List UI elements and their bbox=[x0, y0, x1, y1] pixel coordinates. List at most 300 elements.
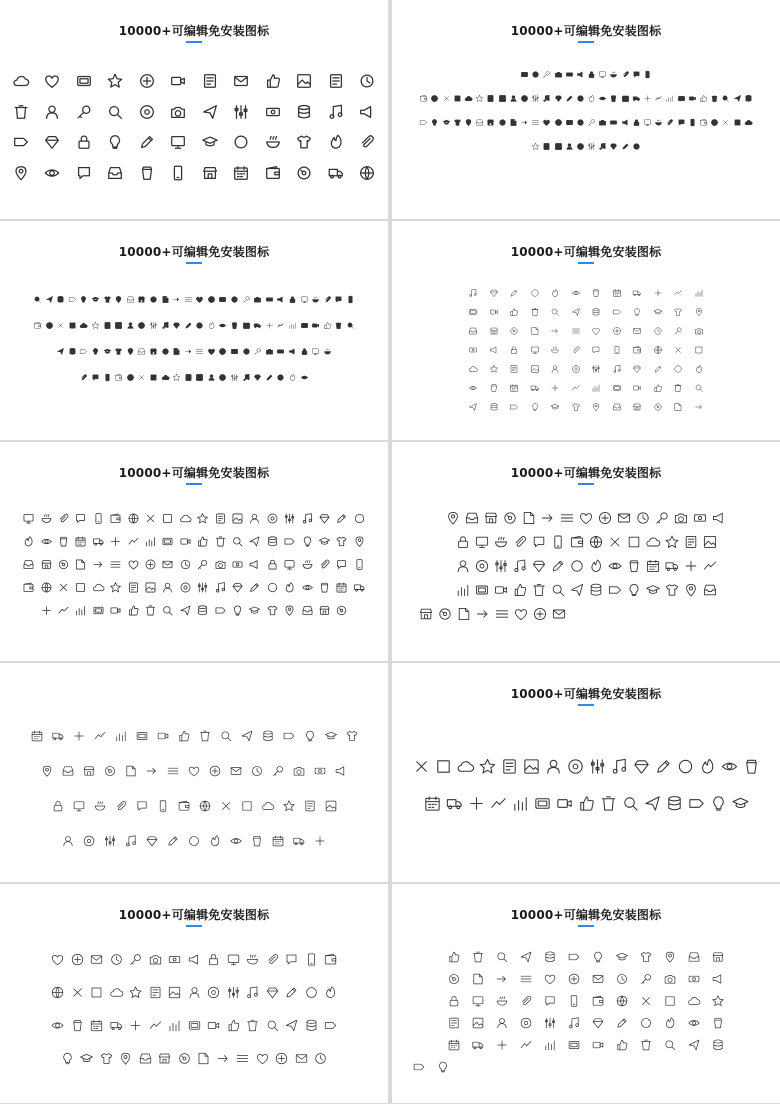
glyph-icon bbox=[576, 94, 585, 103]
pictogram-icon bbox=[109, 558, 122, 571]
shape-icon bbox=[144, 604, 157, 617]
mark-icon bbox=[114, 799, 128, 813]
shape-icon bbox=[709, 794, 728, 813]
megaphone-icon bbox=[358, 103, 376, 121]
mark-icon bbox=[161, 604, 174, 617]
symbol-icon bbox=[284, 1018, 299, 1033]
pictogram-icon bbox=[283, 535, 296, 548]
icon-row bbox=[0, 581, 388, 594]
mark-icon bbox=[313, 764, 327, 778]
symbol-icon bbox=[509, 118, 518, 127]
mark-icon bbox=[653, 402, 663, 412]
bulb-icon bbox=[106, 133, 124, 151]
mark-icon bbox=[91, 295, 100, 304]
mark-icon bbox=[721, 118, 730, 127]
pictogram-icon bbox=[109, 581, 122, 594]
mark-icon bbox=[335, 604, 348, 617]
pictogram-icon bbox=[550, 288, 560, 298]
symbol-icon bbox=[521, 510, 537, 526]
icon-row bbox=[392, 142, 780, 151]
shape-icon bbox=[720, 757, 739, 776]
symbol-icon bbox=[335, 558, 348, 571]
symbol-icon bbox=[266, 604, 279, 617]
shape-icon bbox=[103, 321, 112, 330]
slide-7 bbox=[0, 663, 388, 882]
shape-icon bbox=[184, 373, 193, 382]
symbol-icon bbox=[468, 402, 478, 412]
pictogram-icon bbox=[79, 347, 88, 356]
pictogram-icon bbox=[323, 985, 338, 1000]
pictogram-icon bbox=[467, 794, 486, 813]
shape-icon bbox=[50, 952, 65, 967]
slide-title: 10000+可编辑免安装图标 bbox=[118, 466, 270, 480]
glyph-icon bbox=[206, 1018, 221, 1033]
location-pin-icon bbox=[12, 164, 30, 182]
mark-icon bbox=[687, 972, 701, 986]
symbol-icon bbox=[334, 764, 348, 778]
pictogram-icon bbox=[519, 972, 533, 986]
icon-row bbox=[0, 558, 388, 571]
icon-row bbox=[392, 582, 780, 598]
pictogram-icon bbox=[235, 1051, 250, 1066]
symbol-icon bbox=[161, 295, 170, 304]
glyph-icon bbox=[292, 834, 306, 848]
shape-icon bbox=[550, 345, 560, 355]
symbol-icon bbox=[453, 118, 462, 127]
icon-row bbox=[0, 1018, 388, 1033]
glyph-icon bbox=[683, 582, 699, 598]
shape-icon bbox=[292, 764, 306, 778]
shape-icon bbox=[214, 535, 227, 548]
pictogram-icon bbox=[612, 307, 622, 317]
glyph-icon bbox=[266, 535, 279, 548]
shape-icon bbox=[612, 364, 622, 374]
symbol-icon bbox=[733, 94, 742, 103]
title-underline bbox=[578, 262, 594, 264]
mark-icon bbox=[645, 582, 661, 598]
mark-icon bbox=[70, 985, 85, 1000]
symbol-icon bbox=[455, 558, 471, 574]
pictogram-icon bbox=[68, 295, 77, 304]
shape-icon bbox=[40, 512, 53, 525]
shape-icon bbox=[50, 1018, 65, 1033]
shape-icon bbox=[231, 604, 244, 617]
shape-icon bbox=[483, 510, 499, 526]
symbol-icon bbox=[489, 345, 499, 355]
shape-icon bbox=[447, 1016, 461, 1030]
glyph-icon bbox=[653, 326, 663, 336]
glyph-icon bbox=[635, 510, 651, 526]
pictogram-icon bbox=[654, 510, 670, 526]
glyph-icon bbox=[632, 118, 641, 127]
shape-icon bbox=[512, 558, 528, 574]
pictogram-icon bbox=[591, 364, 601, 374]
pictogram-icon bbox=[550, 383, 560, 393]
glyph-icon bbox=[687, 994, 701, 1008]
glyph-icon bbox=[509, 345, 519, 355]
icon-area bbox=[0, 729, 388, 869]
symbol-icon bbox=[543, 994, 557, 1008]
glyph-icon bbox=[103, 373, 112, 382]
icon-row bbox=[0, 535, 388, 548]
icon-row bbox=[0, 604, 388, 617]
glyph-icon bbox=[676, 757, 695, 776]
symbol-icon bbox=[230, 347, 239, 356]
symbol-icon bbox=[621, 118, 630, 127]
mark-icon bbox=[626, 558, 642, 574]
monitor-icon bbox=[169, 133, 187, 151]
mark-icon bbox=[512, 534, 528, 550]
pictogram-icon bbox=[591, 994, 605, 1008]
glyph-icon bbox=[663, 950, 677, 964]
pictogram-icon bbox=[643, 94, 652, 103]
icon-row bbox=[392, 950, 780, 964]
pictogram-icon bbox=[283, 558, 296, 571]
slide-title: 10000+可编辑免安装图标 bbox=[118, 245, 270, 259]
mark-icon bbox=[144, 535, 157, 548]
mark-icon bbox=[208, 764, 222, 778]
shape-icon bbox=[542, 94, 551, 103]
symbol-icon bbox=[591, 345, 601, 355]
symbol-icon bbox=[99, 1051, 114, 1066]
shape-icon bbox=[198, 729, 212, 743]
glyph-icon bbox=[137, 321, 146, 330]
pictogram-icon bbox=[559, 510, 575, 526]
shape-icon bbox=[543, 972, 557, 986]
shape-icon bbox=[91, 347, 100, 356]
symbol-icon bbox=[694, 345, 704, 355]
shape-icon bbox=[93, 729, 107, 743]
icon-row bbox=[0, 834, 388, 848]
pictogram-icon bbox=[103, 834, 117, 848]
symbol-icon bbox=[103, 295, 112, 304]
pictogram-icon bbox=[196, 535, 209, 548]
shape-icon bbox=[265, 347, 274, 356]
glyph-icon bbox=[550, 534, 566, 550]
camera-icon bbox=[169, 103, 187, 121]
shape-icon bbox=[245, 952, 260, 967]
icon-row bbox=[0, 321, 388, 330]
glyph-icon bbox=[531, 70, 540, 79]
shape-icon bbox=[486, 118, 495, 127]
symbol-icon bbox=[509, 288, 519, 298]
glyph-icon bbox=[196, 604, 209, 617]
pictogram-icon bbox=[639, 972, 653, 986]
pictogram-icon bbox=[128, 952, 143, 967]
symbol-icon bbox=[471, 972, 485, 986]
pictogram-icon bbox=[323, 952, 338, 967]
icon-row bbox=[392, 1060, 780, 1074]
shape-icon bbox=[530, 307, 540, 317]
shape-icon bbox=[40, 535, 53, 548]
pictogram-icon bbox=[208, 834, 222, 848]
glyph-icon bbox=[495, 972, 509, 986]
mark-icon bbox=[57, 581, 70, 594]
symbol-icon bbox=[229, 764, 243, 778]
symbol-icon bbox=[172, 347, 181, 356]
icon-row bbox=[392, 794, 780, 813]
symbol-icon bbox=[653, 364, 663, 374]
pictogram-icon bbox=[512, 582, 528, 598]
pictogram-icon bbox=[471, 994, 485, 1008]
mark-icon bbox=[149, 295, 158, 304]
t-shirt-icon bbox=[295, 133, 313, 151]
glyph-icon bbox=[615, 972, 629, 986]
mark-icon bbox=[172, 321, 181, 330]
pictogram-icon bbox=[91, 321, 100, 330]
mark-icon bbox=[531, 558, 547, 574]
shape-icon bbox=[126, 373, 135, 382]
glyph-icon bbox=[114, 295, 123, 304]
symbol-icon bbox=[567, 1038, 581, 1052]
glyph-icon bbox=[353, 512, 366, 525]
symbol-icon bbox=[45, 295, 54, 304]
mark-icon bbox=[265, 985, 280, 1000]
glyph-icon bbox=[353, 581, 366, 594]
mark-icon bbox=[57, 512, 70, 525]
heart-icon bbox=[43, 72, 61, 90]
symbol-icon bbox=[509, 383, 519, 393]
shape-icon bbox=[571, 383, 581, 393]
glyph-icon bbox=[92, 535, 105, 548]
shape-icon bbox=[430, 118, 439, 127]
symbol-icon bbox=[207, 373, 216, 382]
glyph-icon bbox=[645, 534, 661, 550]
title-underline bbox=[578, 483, 594, 485]
pictogram-icon bbox=[699, 94, 708, 103]
symbol-icon bbox=[530, 326, 540, 336]
symbol-icon bbox=[294, 1051, 309, 1066]
satellite-icon bbox=[138, 72, 156, 90]
mark-icon bbox=[694, 383, 704, 393]
user-icon bbox=[43, 103, 61, 121]
mark-icon bbox=[591, 383, 601, 393]
mark-icon bbox=[455, 582, 471, 598]
symbol-icon bbox=[91, 373, 100, 382]
glyph-icon bbox=[109, 1018, 124, 1033]
mark-icon bbox=[265, 952, 280, 967]
mark-icon bbox=[567, 972, 581, 986]
paper-plane-icon bbox=[201, 103, 219, 121]
shape-icon bbox=[214, 558, 227, 571]
shape-icon bbox=[654, 118, 663, 127]
icon-row bbox=[0, 164, 388, 182]
pictogram-icon bbox=[311, 347, 320, 356]
symbol-icon bbox=[677, 118, 686, 127]
mark-icon bbox=[550, 307, 560, 317]
slide-3 bbox=[0, 221, 388, 440]
pictogram-icon bbox=[571, 326, 581, 336]
shape-icon bbox=[471, 950, 485, 964]
glyph-icon bbox=[51, 729, 65, 743]
icon-area bbox=[0, 72, 388, 194]
symbol-icon bbox=[345, 729, 359, 743]
mark-icon bbox=[318, 558, 331, 571]
pictogram-icon bbox=[22, 535, 35, 548]
glyph-icon bbox=[242, 347, 251, 356]
pictogram-icon bbox=[632, 345, 642, 355]
shape-icon bbox=[673, 510, 689, 526]
mark-icon bbox=[554, 118, 563, 127]
glyph-icon bbox=[643, 70, 652, 79]
shape-icon bbox=[148, 1018, 163, 1033]
icon-row bbox=[392, 383, 780, 393]
shape-icon bbox=[214, 581, 227, 594]
symbol-icon bbox=[677, 94, 686, 103]
symbol-icon bbox=[68, 321, 77, 330]
mark-icon bbox=[468, 345, 478, 355]
mark-icon bbox=[591, 1016, 605, 1030]
pictogram-icon bbox=[128, 1018, 143, 1033]
symbol-icon bbox=[569, 582, 585, 598]
symbol-icon bbox=[571, 402, 581, 412]
pictogram-icon bbox=[615, 1038, 629, 1052]
pictogram-icon bbox=[699, 118, 708, 127]
glyph-icon bbox=[520, 118, 529, 127]
glyph-icon bbox=[591, 1038, 605, 1052]
mark-icon bbox=[632, 364, 642, 374]
icon-row bbox=[0, 799, 388, 813]
mark-icon bbox=[33, 295, 42, 304]
glyph-icon bbox=[555, 794, 574, 813]
news-icon bbox=[327, 72, 345, 90]
pictogram-icon bbox=[702, 582, 718, 598]
symbol-icon bbox=[632, 70, 641, 79]
pictogram-icon bbox=[72, 729, 86, 743]
shape-icon bbox=[195, 295, 204, 304]
shape-icon bbox=[554, 70, 563, 79]
pictogram-icon bbox=[282, 729, 296, 743]
mark-icon bbox=[609, 142, 618, 151]
glyph-icon bbox=[353, 535, 366, 548]
symbol-icon bbox=[335, 581, 348, 594]
mark-icon bbox=[489, 288, 499, 298]
mark-icon bbox=[137, 373, 146, 382]
pictogram-icon bbox=[612, 402, 622, 412]
glyph-icon bbox=[304, 952, 319, 967]
pictogram-icon bbox=[301, 604, 314, 617]
pictogram-icon bbox=[138, 1051, 153, 1066]
mark-icon bbox=[511, 794, 530, 813]
slide-6 bbox=[392, 442, 780, 661]
shape-icon bbox=[542, 142, 551, 151]
pictogram-icon bbox=[300, 295, 309, 304]
pictogram-icon bbox=[253, 347, 262, 356]
shape-icon bbox=[127, 535, 140, 548]
icon-row bbox=[392, 288, 780, 298]
mark-icon bbox=[231, 535, 244, 548]
pictogram-icon bbox=[137, 347, 146, 356]
slide-title: 10000+可编辑免安装图标 bbox=[118, 908, 270, 922]
glyph-icon bbox=[92, 512, 105, 525]
pictogram-icon bbox=[711, 994, 725, 1008]
glyph-icon bbox=[665, 794, 684, 813]
mark-icon bbox=[665, 94, 674, 103]
symbol-icon bbox=[248, 535, 261, 548]
shape-icon bbox=[578, 510, 594, 526]
symbol-icon bbox=[639, 950, 653, 964]
mark-icon bbox=[230, 321, 239, 330]
mark-icon bbox=[70, 1018, 85, 1033]
pictogram-icon bbox=[531, 94, 540, 103]
mark-icon bbox=[144, 581, 157, 594]
picture-icon bbox=[295, 72, 313, 90]
icon-row bbox=[392, 558, 780, 574]
shape-icon bbox=[311, 295, 320, 304]
symbol-icon bbox=[565, 118, 574, 127]
mark-icon bbox=[250, 834, 264, 848]
glyph-icon bbox=[261, 799, 275, 813]
mark-icon bbox=[207, 295, 216, 304]
shape-icon bbox=[542, 118, 551, 127]
slide-title: 10000+可编辑免安装图标 bbox=[510, 245, 662, 259]
glyph-icon bbox=[283, 604, 296, 617]
shape-icon bbox=[436, 1060, 450, 1074]
pictogram-icon bbox=[588, 757, 607, 776]
symbol-icon bbox=[673, 402, 683, 412]
mark-icon bbox=[323, 295, 332, 304]
mark-icon bbox=[495, 950, 509, 964]
pictogram-icon bbox=[664, 534, 680, 550]
symbol-icon bbox=[284, 952, 299, 967]
star-icon bbox=[106, 72, 124, 90]
symbol-icon bbox=[621, 94, 630, 103]
icon-row bbox=[392, 757, 780, 776]
symbol-icon bbox=[187, 985, 202, 1000]
truck-icon bbox=[327, 164, 345, 182]
icon-row bbox=[0, 764, 388, 778]
pictogram-icon bbox=[683, 558, 699, 574]
symbol-icon bbox=[334, 295, 343, 304]
symbol-icon bbox=[74, 558, 87, 571]
glyph-icon bbox=[172, 295, 181, 304]
icon-row bbox=[392, 606, 780, 622]
shape-icon bbox=[430, 94, 439, 103]
symbol-icon bbox=[218, 295, 227, 304]
pictogram-icon bbox=[598, 70, 607, 79]
database-icon bbox=[295, 103, 313, 121]
slide-5 bbox=[0, 442, 388, 661]
symbol-icon bbox=[187, 952, 202, 967]
pictogram-icon bbox=[323, 1018, 338, 1033]
glyph-icon bbox=[468, 364, 478, 374]
icon-row bbox=[392, 1016, 780, 1030]
shape-icon bbox=[710, 118, 719, 127]
video-camera-icon bbox=[169, 72, 187, 90]
mark-icon bbox=[167, 1018, 182, 1033]
glyph-icon bbox=[346, 295, 355, 304]
mark-icon bbox=[597, 510, 613, 526]
slide-2 bbox=[392, 0, 780, 219]
pictogram-icon bbox=[166, 764, 180, 778]
pictogram-icon bbox=[542, 70, 551, 79]
mark-icon bbox=[702, 534, 718, 550]
glyph-icon bbox=[179, 558, 192, 571]
symbol-icon bbox=[520, 70, 529, 79]
mark-icon bbox=[447, 972, 461, 986]
mark-icon bbox=[437, 606, 453, 622]
pictogram-icon bbox=[643, 118, 652, 127]
icon-row bbox=[0, 512, 388, 525]
pictogram-icon bbox=[464, 510, 480, 526]
pictogram-icon bbox=[509, 402, 519, 412]
title-underline bbox=[186, 925, 202, 927]
glyph-icon bbox=[40, 764, 54, 778]
glyph-icon bbox=[639, 1016, 653, 1030]
shape-icon bbox=[663, 972, 677, 986]
mark-icon bbox=[543, 1038, 557, 1052]
shape-icon bbox=[687, 1016, 701, 1030]
